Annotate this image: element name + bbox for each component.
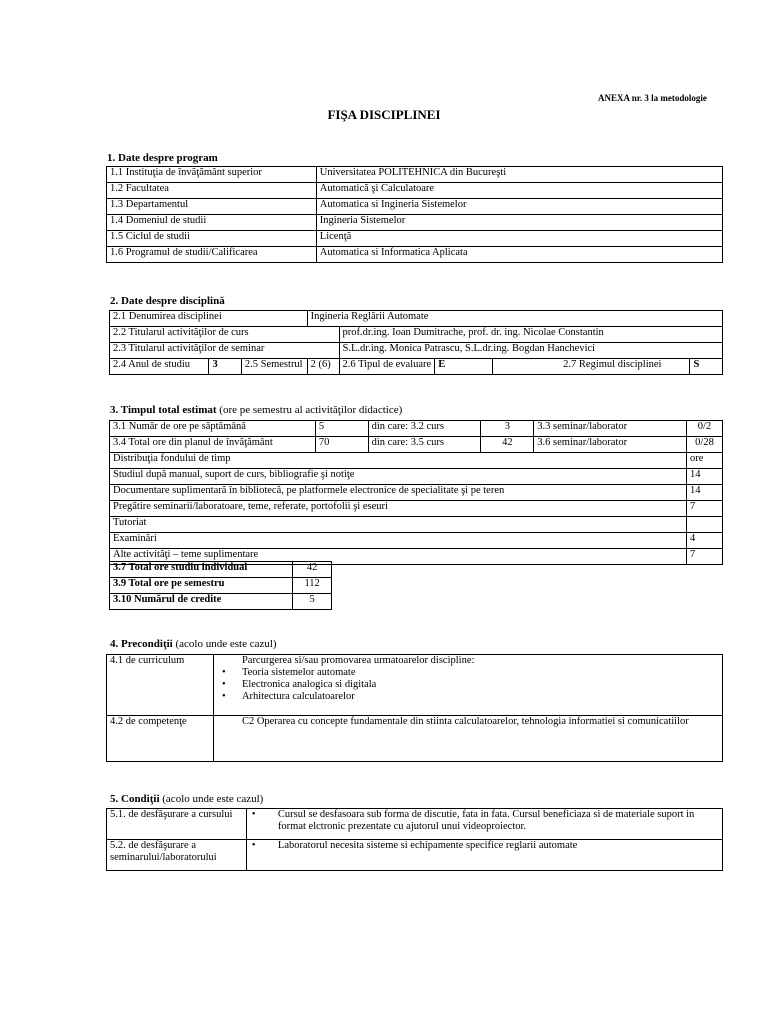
section-5-title: 5. Condiţii (acolo unde este cazul) <box>110 793 264 805</box>
curriculum-content <box>213 655 722 716</box>
total-value: 112 <box>293 578 332 594</box>
competences-label: 4.2 de competenţe <box>107 716 214 762</box>
program-row <box>107 215 723 231</box>
section-4-title: 4. Precondiţii (acolo unde este cazul) <box>110 638 277 650</box>
cell-2-2-label: 2.2 Titularul activităţilor de curs <box>110 327 340 343</box>
time-hours: 7 <box>687 501 723 517</box>
course-conditions-text: • Cursul se desfasoara sub forma de discutie, fata in fata. Cursul beneficiaza si de materiale suport in format elctronic prezentate cu ajutorul unui videoproiector. <box>250 809 719 833</box>
cell-2-2-value: prof.dr.ing. Ioan Dumitrache, prof. dr. ing. Nicolae Constantin <box>339 327 722 343</box>
cell-2-4-value: 3 <box>209 359 241 375</box>
program-value: Automatica si Informatica Aplicata <box>316 247 722 263</box>
cell-3-3-value: 0/2 <box>687 421 723 437</box>
cell-3-6-label: 3.6 seminar/laborator <box>534 437 687 453</box>
totals-table <box>109 561 332 610</box>
total-row <box>110 562 332 578</box>
time-activity: Tutoriat <box>110 517 687 533</box>
cell-2-3-label: 2.3 Titularul activităţilor de seminar <box>110 343 340 359</box>
time-table <box>109 420 723 565</box>
section-3-title: 3. Timpul total estimat (ore pe semestru al activităţilor didactice) <box>110 404 403 416</box>
total-label: 3.10 Numărul de credite <box>110 594 293 610</box>
curriculum-list <box>220 667 719 703</box>
program-value: Universitatea POLITEHNICA din Bucureşti <box>316 167 722 183</box>
annex-note: ANEXA nr. 3 la metodologie <box>598 93 707 103</box>
time-activity: Distribuţia fondului de timp <box>110 453 687 469</box>
cell-2-7-label: 2.7 Regimul disciplinei <box>493 359 690 375</box>
total-label: 3.9 Total ore pe semestru <box>110 578 293 594</box>
cell-2-1-value: Ingineria Reglării Automate <box>307 311 722 327</box>
time-activity: Documentare suplimentară în bibliotecă, pe platformele electronice de specialitate şi pe teren <box>110 485 687 501</box>
program-label: 1.5 Ciclul de studii <box>107 231 317 247</box>
time-distribution-row <box>110 469 723 485</box>
page-title: FIŞA DISCIPLINEI <box>327 107 441 122</box>
program-row <box>107 167 723 183</box>
section-2-title: 2. Date despre disciplină <box>110 295 225 307</box>
lab-conditions-content <box>246 840 722 871</box>
total-value: 42 <box>293 562 332 578</box>
curriculum-label: 4.1 de curriculum <box>107 655 214 716</box>
program-value: Licenţă <box>316 231 722 247</box>
course-conditions-content <box>246 809 722 840</box>
cell-3-5-label: din care: 3.5 curs <box>368 437 481 453</box>
program-label: 1.1 Instituţia de învăţământ superior <box>107 167 317 183</box>
cell-2-6-label: 2.6 Tipul de evaluare <box>339 359 435 375</box>
time-distribution-row <box>110 485 723 501</box>
lab-conditions-text: • Laboratorul necesita sisteme si echipamente specifice reglarii automate <box>250 840 719 852</box>
cell-2-7-value: S <box>690 359 723 375</box>
cell-2-1-label: 2.1 Denumirea disciplinei <box>110 311 308 327</box>
program-row <box>107 183 723 199</box>
curriculum-intro: Parcurgerea si/sau promovarea urmatoarelor discipline: <box>241 655 475 666</box>
curriculum-item: • Electronica analogica si digitala <box>220 679 719 691</box>
cell-3-3-label: 3.3 seminar/laborator <box>534 421 687 437</box>
program-row <box>107 231 723 247</box>
program-label: 1.3 Departamentul <box>107 199 317 215</box>
time-activity: Alte activităţi – teme suplimentare <box>110 549 687 565</box>
lab-conditions-label: 5.2. de desfăşurare a seminarului/laboratorului <box>107 840 247 871</box>
time-hours: 14 <box>687 469 723 485</box>
cell-3-4-label: 3.4 Total ore din planul de învăţământ <box>110 437 316 453</box>
time-hours: 4 <box>687 533 723 549</box>
cell-2-6-value: E <box>435 359 493 375</box>
time-distribution-row <box>110 533 723 549</box>
program-label: 1.6 Programul de studii/Calificarea <box>107 247 317 263</box>
time-activity: Examinări <box>110 533 687 549</box>
total-label: 3.7 Total ore studiu individual <box>110 562 293 578</box>
cell-2-3-value: S.L.dr.ing. Monica Patrascu, S.L.dr.ing. Bogdan Hanchevici <box>339 343 722 359</box>
discipline-table <box>109 310 723 375</box>
program-value: Ingineria Sistemelor <box>316 215 722 231</box>
section-1-title: 1. Date despre program <box>107 152 218 164</box>
total-row <box>110 578 332 594</box>
cell-3-1-value: 5 <box>315 421 368 437</box>
total-value: 5 <box>293 594 332 610</box>
cell-3-1-label: 3.1 Număr de ore pe săptămână <box>110 421 316 437</box>
curriculum-item: • Arhitectura calculatoarelor <box>220 691 719 703</box>
time-activity: Pregătire seminarii/laboratoare, teme, referate, portofolii şi eseuri <box>110 501 687 517</box>
cell-2-5-value: 2 (6) <box>307 359 339 375</box>
curriculum-item: • Teoria sistemelor automate <box>220 667 719 679</box>
cell-3-6-value: 0/28 <box>687 437 723 453</box>
cell-3-2-label: din care: 3.2 curs <box>368 421 481 437</box>
total-row <box>110 594 332 610</box>
course-conditions-label: 5.1. de desfăşurare a cursului <box>107 809 247 840</box>
time-distribution-row <box>110 453 723 469</box>
cell-3-5-value: 42 <box>481 437 534 453</box>
cell-3-2-value: 3 <box>481 421 534 437</box>
time-distribution-row <box>110 501 723 517</box>
cell-3-4-value: 70 <box>315 437 368 453</box>
time-hours: 7 <box>687 549 723 565</box>
time-hours: 14 <box>687 485 723 501</box>
program-table <box>106 166 723 263</box>
time-distribution-row <box>110 517 723 533</box>
program-value: Automatică şi Calculatoare <box>316 183 722 199</box>
competences-text: C2 Operarea cu concepte fundamentale din stiinta calculatoarelor, tehnologia informatiei si comunicatiilor <box>213 716 722 762</box>
preconditions-table <box>106 654 723 762</box>
time-hours: ore <box>687 453 723 469</box>
conditions-table <box>106 808 723 871</box>
cell-2-5-label: 2.5 Semestrul <box>241 359 307 375</box>
time-activity: Studiul după manual, suport de curs, bibliografie şi notiţe <box>110 469 687 485</box>
program-row <box>107 199 723 215</box>
program-row <box>107 247 723 263</box>
program-label: 1.4 Domeniul de studii <box>107 215 317 231</box>
program-label: 1.2 Facultatea <box>107 183 317 199</box>
cell-2-4-label: 2.4 Anul de studiu <box>110 359 209 375</box>
program-value: Automatica si Ingineria Sistemelor <box>316 199 722 215</box>
time-hours <box>687 517 723 533</box>
